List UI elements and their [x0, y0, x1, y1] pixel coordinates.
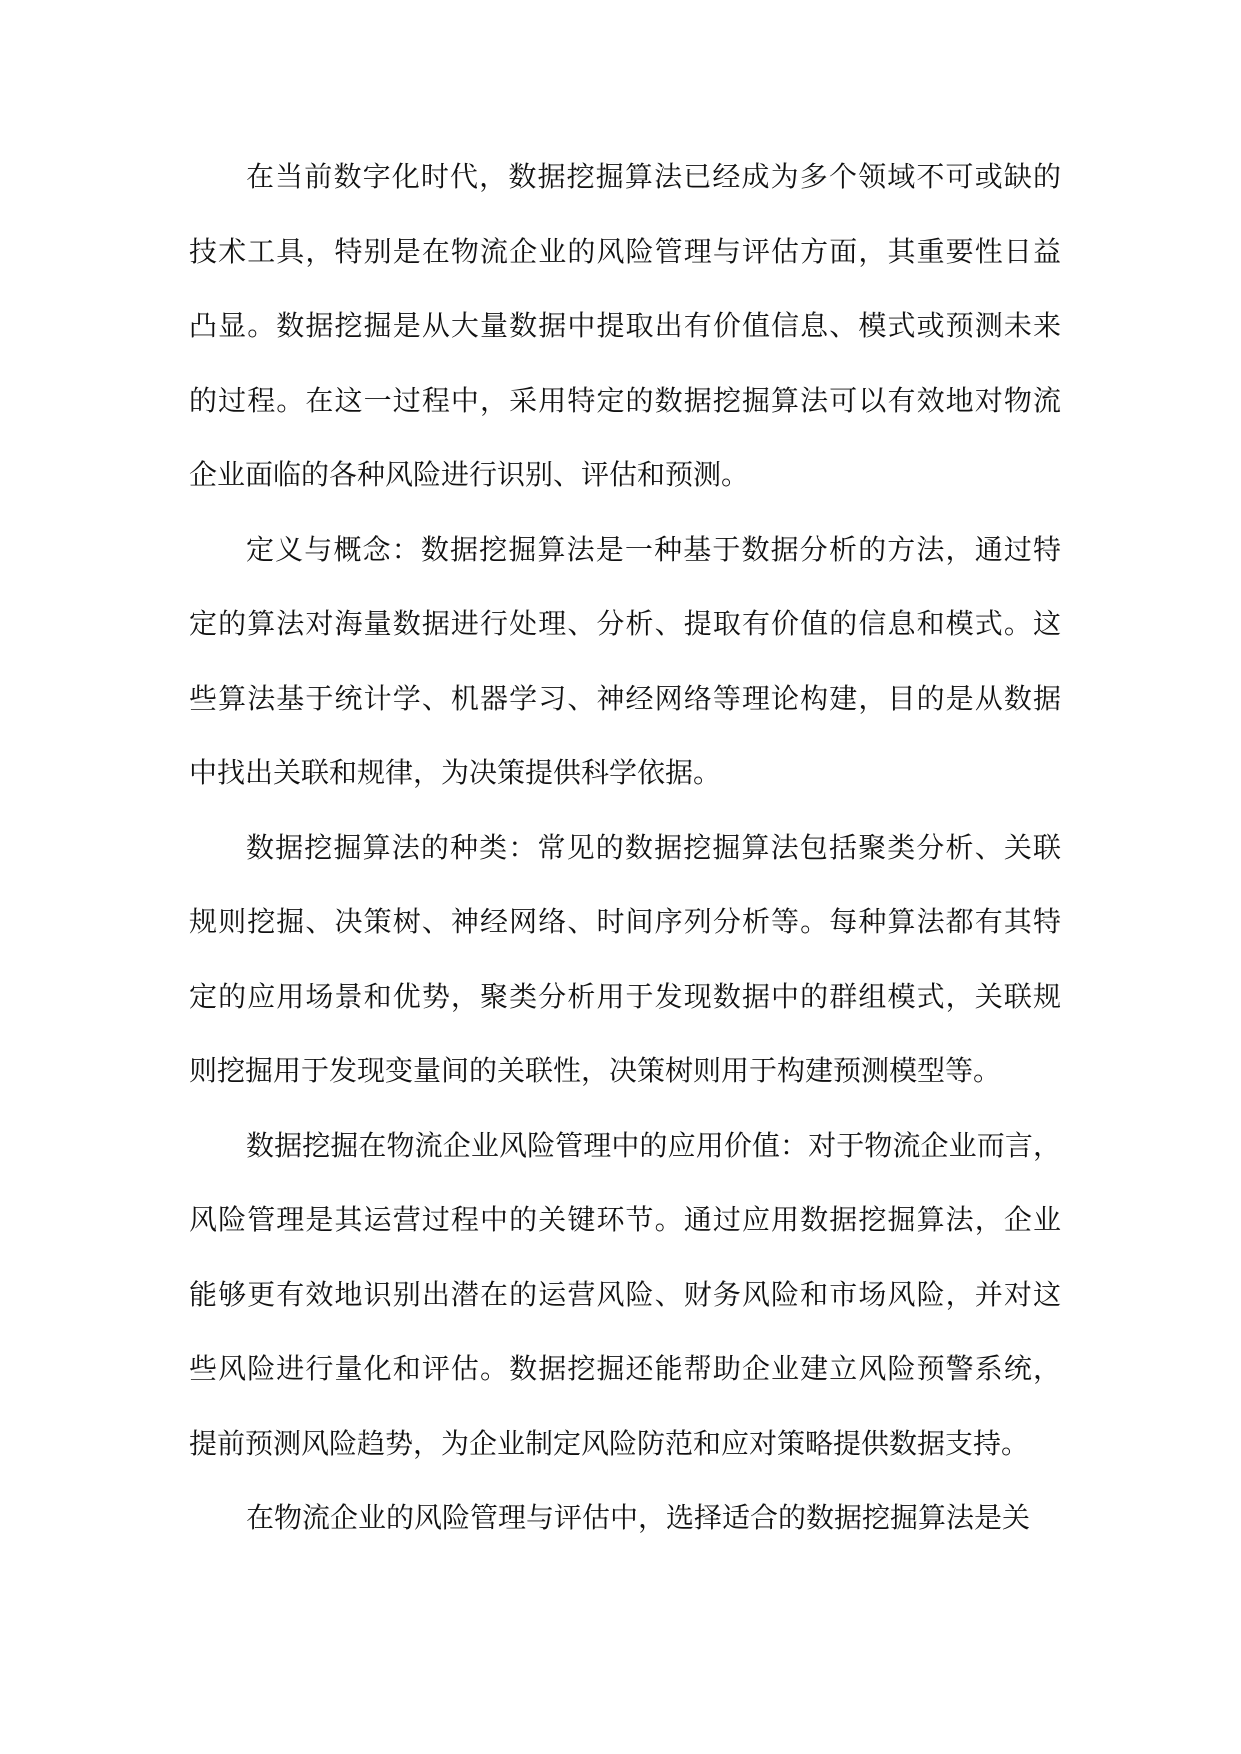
paragraph-5: [189, 1481, 1061, 1556]
text-line: 中找出关联和规律，为决策提供科学依据。: [189, 756, 722, 789]
text-line: 些算法基于统计学、机器学习、神经网络等理论构建，目的是从数据: [189, 681, 1061, 715]
paragraph-1: [189, 140, 1061, 513]
text-line: 提前预测风险趋势，为企业制定风险防范和应对策略提供数据支持。: [189, 1426, 1030, 1460]
body-text: [189, 140, 1061, 1556]
text-line: 在物流企业的风险管理与评估中，选择适合的数据挖掘算法是关: [246, 1501, 1031, 1534]
text-line: 定的算法对海量数据进行处理、分析、提取有价值的信息和模式。这: [189, 607, 1061, 640]
paragraph-4: [189, 1109, 1061, 1482]
paragraph-3: [189, 811, 1061, 1109]
text-line: 企业面临的各种风险进行识别、评估和预测。: [189, 458, 750, 491]
text-line: 能够更有效地识别出潜在的运营风险、财务风险和市场风险，并对这: [189, 1277, 1061, 1311]
text-line: 定义与概念：数据挖掘算法是一种基于数据分析的方法，通过特: [246, 532, 1061, 566]
text-line: 技术工具，特别是在物流企业的风险管理与评估方面，其重要性日益: [189, 234, 1061, 268]
text-line: 些风险进行量化和评估。数据挖掘还能帮助企业建立风险预警系统，: [189, 1352, 1061, 1385]
text-line: 的过程。在这一过程中，采用特定的数据挖掘算法可以有效地对物流: [189, 383, 1061, 417]
text-line: 数据挖掘在物流企业风险管理中的应用价值：对于物流企业而言，: [246, 1128, 1061, 1162]
text-line: 凸显。数据挖掘是从大量数据中提取出有价值信息、模式或预测未来: [189, 309, 1061, 342]
text-line: 则挖掘用于发现变量间的关联性，决策树则用于构建预测模型等。: [189, 1054, 1002, 1087]
text-line: 风险管理是其运营过程中的关键环节。通过应用数据挖掘算法，企业: [189, 1203, 1061, 1236]
text-line: 规则挖掘、决策树、神经网络、时间序列分析等。每种算法都有其特: [189, 905, 1061, 938]
text-line: 在当前数字化时代，数据挖掘算法已经成为多个领域不可或缺的: [246, 160, 1061, 193]
text-line: 数据挖掘算法的种类：常见的数据挖掘算法包括聚类分析、关联: [246, 830, 1061, 864]
text-line: 定的应用场景和优势，聚类分析用于发现数据中的群组模式，关联规: [189, 979, 1061, 1013]
paragraph-2: [189, 513, 1061, 811]
